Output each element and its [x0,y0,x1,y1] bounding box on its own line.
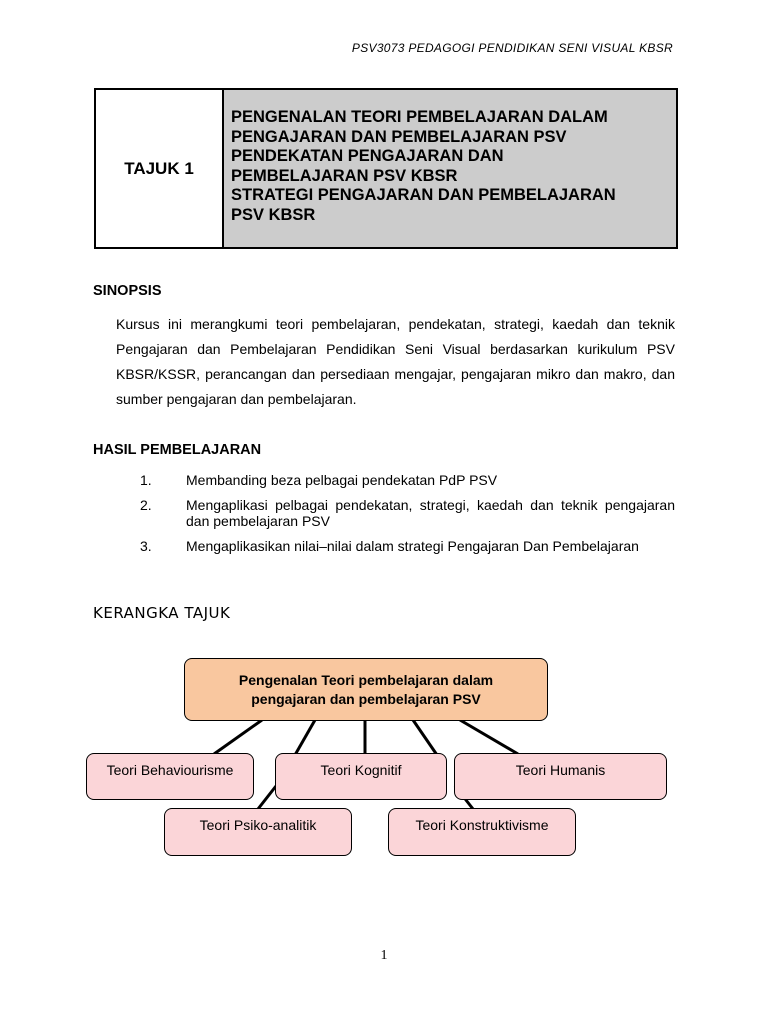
running-header: PSV3073 PEDAGOGI PENDIDIKAN SENI VISUAL KBSR [351,41,673,55]
node-psiko-analitik: Teori Psiko-analitik [164,808,352,856]
main-topic-node [184,658,548,721]
connector-line [413,720,437,755]
list-item-text: Mengaplikasikan nilai–nilai dalam strategi Pengajaran Dan Pembelajaran [186,537,639,554]
synopsis-heading: SINOPSIS [93,283,162,299]
list-item-text: Mengaplikasi pelbagai pendekatan, strategi, kaedah dan teknik pengajaran dan pembelajaran PSV [186,496,675,529]
connector-line [214,720,262,754]
node-behaviourisme: Teori Behaviourisme [86,753,254,800]
topic-title-line: PENDEKATAN PENGAJARAN DAN [231,147,504,165]
node-humanis: Teori Humanis [454,753,667,800]
node-konstruktivisme: Teori Konstruktivisme [388,808,576,856]
list-item-text: Membanding beza pelbagai pendekatan PdP PSV [186,472,498,488]
topic-title-line: PENGAJARAN DAN PEMBELAJARAN PSV [231,127,567,146]
framework-heading: KERANGKA TAJUK [93,604,231,622]
list-item-number: 1. [140,472,152,488]
topic-label: TAJUK 1 [96,90,224,247]
topic-title-line: PEMBELAJARAN PSV KBSR [231,166,458,185]
node-kognitif: Teori Kognitif [275,753,447,800]
list-item-number: 2. [140,496,152,513]
main-topic-line: Pengenalan Teori pembelajaran dalam [238,671,494,688]
connector-line [295,720,315,755]
main-topic-line: pengajaran dan pembelajaran PSV [251,690,481,707]
topic-title-line: PSV KBSR [231,205,316,224]
topic-title-line: STRATEGI PENGAJARAN DAN PEMBELAJARAN [231,186,616,204]
topic-title-line: PENGENALAN TEORI PEMBELAJARAN DALAM [231,108,608,126]
page-number: 1 [380,948,388,963]
connector-line [258,786,276,809]
list-item-number: 3. [140,537,152,554]
learning-outcomes-heading: HASIL PEMBELAJARAN [93,442,262,458]
connector-line [460,720,518,754]
synopsis-text: Kursus ini merangkumi teori pembelajaran, pendekatan, strategi, kaedah dan teknik Pengajaran dan Pembelajaran Pendidikan Seni Visual berdasarkan kurikulum PSV KBSR/KSSR, perancangan dan persediaan mengajar, pengajaran mikro dan makro, dan sumber pengajaran dan pembelajaran. [116,316,675,407]
